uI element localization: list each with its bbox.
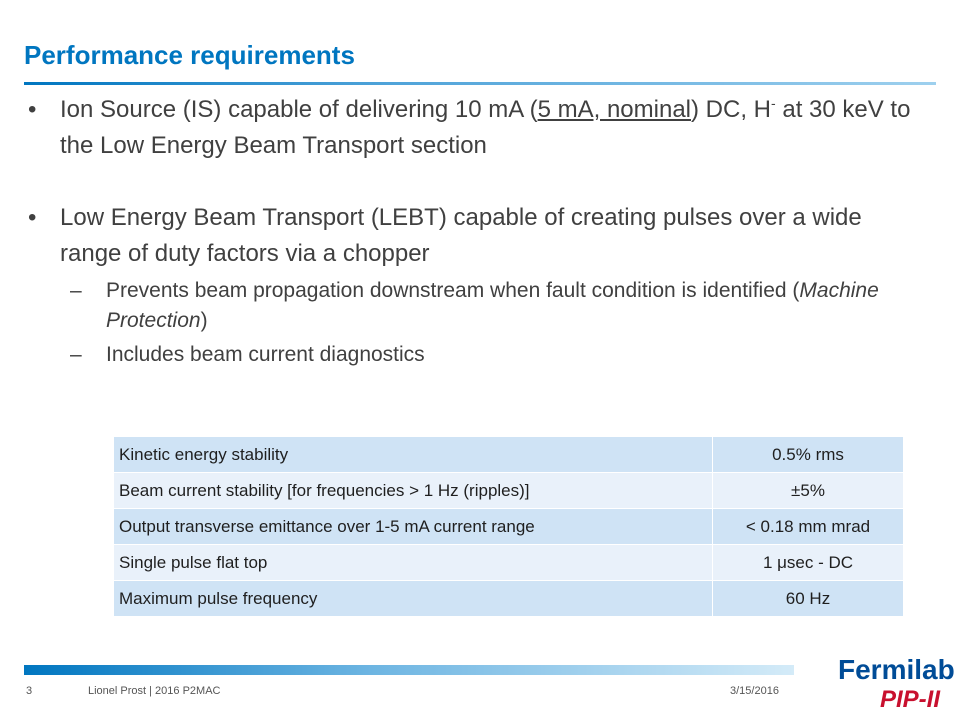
- sub-bullet-machine-protection: [28, 276, 928, 336]
- sub-bullet-dash: –: [70, 343, 82, 366]
- table-cell-value: ±5%: [713, 473, 904, 509]
- sub-bullet-diagnostics: [28, 340, 928, 370]
- bullet-lebt: [28, 200, 928, 272]
- table-cell-parameter: Maximum pulse frequency: [114, 581, 713, 617]
- bullet-text: Low Energy Beam Transport (LEBT) capable of creating pulses over a wide range of duty factors via a chopper: [60, 204, 862, 267]
- table-row: [114, 545, 904, 581]
- sub-bullet-text: Prevents beam propagation downstream when fault condition is identified (: [106, 279, 800, 302]
- footer-date: 3/15/2016: [730, 685, 779, 697]
- bullet-text-a: Ion Source (IS) capable of delivering 10 mA (: [60, 96, 538, 123]
- table-row: [114, 473, 904, 509]
- slide-title: Performance requirements: [24, 40, 355, 70]
- bullet-text-b: ) DC, H: [691, 96, 771, 123]
- table-cell-value: < 0.18 mm mrad: [713, 509, 904, 545]
- footer-bar: [24, 665, 794, 675]
- footer-author: Lionel Prost | 2016 P2MAC: [88, 685, 221, 697]
- table-cell-value: 0.5% rms: [713, 437, 904, 473]
- fermilab-logo: [800, 652, 955, 716]
- pip-ii-logo: PIP-II: [880, 686, 941, 713]
- bullet-dot: •: [28, 96, 37, 123]
- table-cell-parameter: Kinetic energy stability: [114, 437, 713, 473]
- table-row: [114, 437, 904, 473]
- logo-text: Fermilab: [838, 654, 955, 685]
- bullet-list: [28, 92, 928, 370]
- sub-bullet-close: ): [200, 309, 208, 332]
- fermilab-mark-icon: [800, 656, 836, 688]
- table-cell-parameter: Beam current stability [for frequencies > 1 Hz (ripples)]: [114, 473, 713, 509]
- table-cell-value: 60 Hz: [713, 581, 904, 617]
- table-cell-parameter: Single pulse flat top: [114, 545, 713, 581]
- bullet-ion-source: [28, 92, 928, 164]
- table-row: [114, 581, 904, 617]
- requirements-table: [113, 436, 904, 617]
- table-cell-value: 1 μsec - DC: [713, 545, 904, 581]
- bullet-superscript: -: [771, 95, 776, 111]
- bullet-underlined: 5 mA, nominal: [537, 96, 691, 123]
- bullet-dot: •: [28, 204, 37, 231]
- sub-bullet-dash: –: [70, 279, 82, 302]
- table-cell-parameter: Output transverse emittance over 1-5 mA current range: [114, 509, 713, 545]
- title-underline: [24, 82, 936, 85]
- sub-bullet-text: Includes beam current diagnostics: [106, 343, 425, 366]
- bullet-text-c: at 30 keV to the Low Energy Beam Transport section: [60, 96, 911, 159]
- table-row: [114, 509, 904, 545]
- sub-bullet-italic: Machine Protection: [106, 279, 879, 332]
- page-number: 3: [26, 685, 33, 697]
